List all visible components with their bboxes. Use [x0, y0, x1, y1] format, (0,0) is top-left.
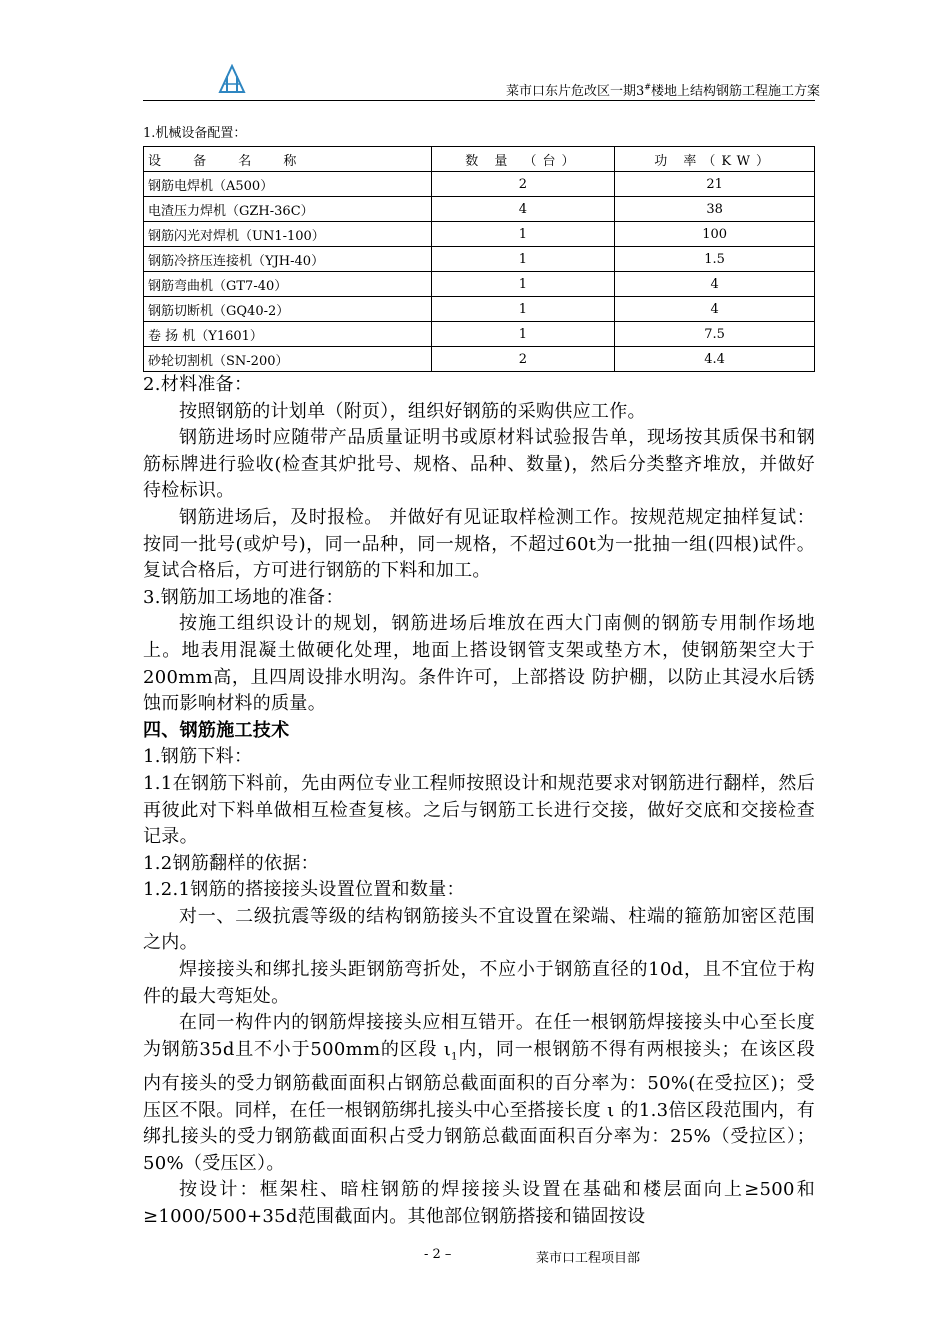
equipment-power: 38 [615, 197, 815, 222]
paragraph: 按设计：框架柱、暗柱钢筋的焊接接头设置在基础和楼层面向上≥500和≥1000/500+35d范围截面内。其他部位钢筋搭接和锚固按设 [143, 1179, 815, 1227]
equipment-quantity: 4 [431, 197, 615, 222]
equipment-quantity: 1 [431, 322, 615, 347]
page-number: - 2 – [424, 1247, 452, 1262]
column-header: 设 备 名 称 [144, 147, 432, 172]
document-body [143, 122, 815, 1231]
equipment-name: 钢筋冷挤压连接机（YJH-40） [144, 247, 432, 272]
equipment-name: 钢筋弯曲机（GT7-40） [144, 272, 432, 297]
equipment-quantity: 2 [431, 347, 615, 372]
table-row [144, 172, 815, 197]
table-row [144, 272, 815, 297]
paragraph: 对一、二级抗震等级的结构钢筋接头不宜设置在梁端、柱端的箍筋加密区范围之内。 [143, 905, 815, 954]
paragraph: 钢筋进场时应随带产品质量证明书或原材料试验报告单，现场按其质保书和钢筋标牌进行验收(检查其炉批号、规格、品种、数量)，然后分类整齐堆放，并做好待检标识。 [143, 427, 815, 502]
equipment-table [143, 146, 815, 372]
equipment-name: 电渣压力焊机（GZH-36C） [144, 197, 432, 222]
table-row [144, 322, 815, 347]
equipment-name: 钢筋切断机（GQ40-2） [144, 297, 432, 322]
equipment-quantity: 2 [431, 172, 615, 197]
table-row [144, 247, 815, 272]
column-header: 功 率（KW） [615, 147, 815, 172]
equipment-power: 21 [615, 172, 815, 197]
paragraph: 1.1在钢筋下料前，先由两位专业工程师按照设计和规范要求对钢筋进行翻样，然后再彼此对下料单做相互检查复核。之后与钢筋工长进行交接，做好交底和交接检查记录。 [143, 772, 815, 848]
machine-table-caption: 1.机械设备配置： [143, 126, 247, 141]
paragraph: 在同一构件内的钢筋焊接接头应相互错开。在任一根钢筋焊接接头中心至长度为钢筋35d且不小于500mm的区段 $\iota_1$内，同一根钢筋不得有两根接头；在该区段内有接头的受力钢筋截面面积占钢筋总截面面积的百分率为：50%(在受拉区)；受压区不限。同样，在任一根钢筋绑扎接头中心至搭接长度 ι 的1.3倍区段范围内，有绑扎接头的受力钢筋截面面积占受力钢筋总截面面积百分率为：25%（受拉区）；50%（受压区）。 [143, 1012, 815, 1174]
equipment-power: 4 [615, 272, 815, 297]
table-row [144, 347, 815, 372]
equipment-power: 1.5 [615, 247, 815, 272]
paragraph: 钢筋进场后，及时报检。 并做好有见证取样检测工作。按规范规定抽样复试：按同一批号(或炉号)，同一品种，同一规格，不超过60t为一批抽一组(四根)试件。复试合格后，方可进行钢筋的下料和加工。 [143, 506, 815, 582]
equipment-power: 4.4 [615, 347, 815, 372]
equipment-name: 钢筋闪光对焊机（UN1-100） [144, 222, 432, 247]
equipment-power: 100 [615, 222, 815, 247]
table-row [144, 222, 815, 247]
equipment-name: 卷 扬 机（Y1601） [144, 322, 432, 347]
equipment-name: 砂轮切割机（SN-200） [144, 347, 432, 372]
equipment-power: 7.5 [615, 322, 815, 347]
equipment-power: 4 [615, 297, 815, 322]
equipment-quantity: 1 [431, 222, 615, 247]
subsection-heading: 1.2.1钢筋的搭接接头设置位置和数量： [143, 879, 465, 901]
document-header-title: 菜市口东片危改区一期3#楼地上结构钢筋工程施工方案 [506, 82, 820, 99]
equipment-quantity: 1 [431, 297, 615, 322]
company-logo [218, 64, 246, 94]
subsection-heading: 1.2钢筋翻样的依据： [143, 852, 319, 874]
column-header: 数 量 （台） [431, 147, 615, 172]
section-heading-site: 3.钢筋加工场地的准备： [143, 586, 344, 608]
equipment-quantity: 1 [431, 247, 615, 272]
paragraph: 焊接接头和绑扎接头距钢筋弯折处，不应小于钢筋直径的10d，且不宜位于构件的最大弯矩处。 [143, 959, 815, 1007]
equipment-name: 钢筋电焊机（A500） [144, 172, 432, 197]
equipment-quantity: 1 [431, 272, 615, 297]
chapter-heading: 四、钢筋施工技术 [143, 719, 290, 741]
section-heading-materials: 2.材料准备： [143, 374, 253, 395]
table-row [144, 197, 815, 222]
paragraph: 按照钢筋的计划单（附页），组织好钢筋的采购供应工作。 [179, 400, 646, 422]
paragraph: 按施工组织设计的规划，钢筋进场后堆放在西大门南侧的钢筋专用制作场地上。地表用混凝土做硬化处理，地面上搭设钢管支架或垫方木，使钢筋架空大于200mm高，且四周设排水明沟。条件许可，上部搭设 防护棚，以防止其浸水后锈蚀而影响材料的质量。 [143, 613, 815, 715]
table-row [144, 297, 815, 322]
header-divider [143, 100, 815, 101]
footer-organization: 菜市口工程项目部 [536, 1251, 641, 1266]
section-heading-cutting: 1.钢筋下料： [143, 746, 253, 768]
table-header-row [144, 147, 815, 172]
